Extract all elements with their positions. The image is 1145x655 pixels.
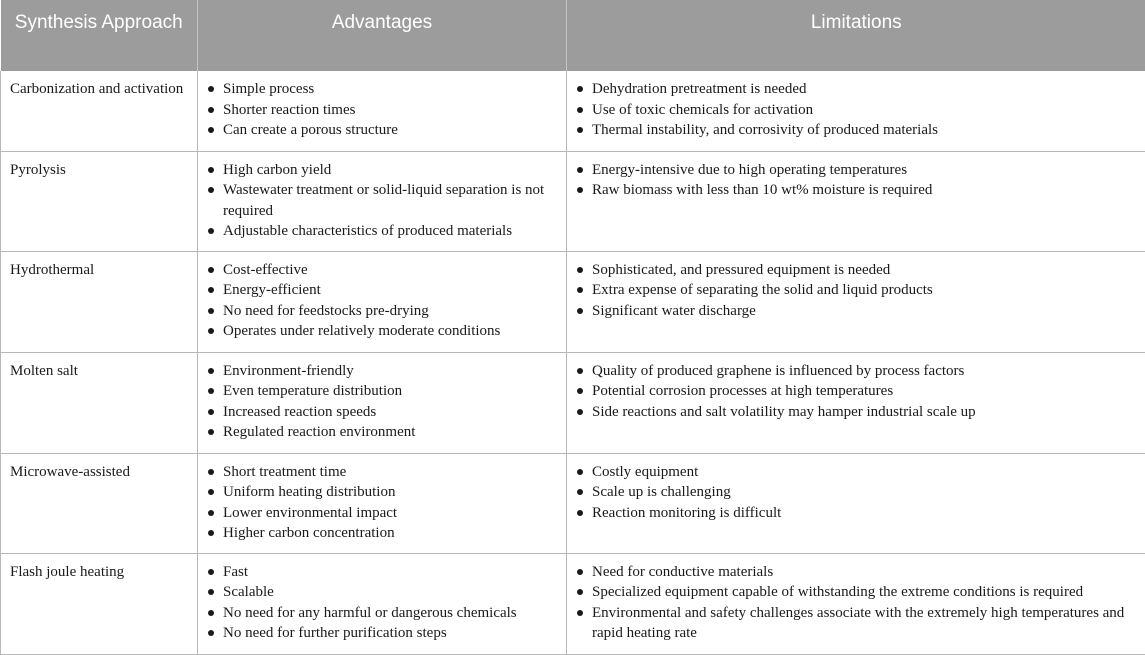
limitation-item: Potential corrosion processes at high temperatures — [576, 381, 1138, 402]
limitations-list — [576, 160, 1138, 201]
limitation-item: Scale up is challenging — [576, 482, 1138, 503]
advantages-list — [207, 160, 558, 242]
advantage-item: Short treatment time — [207, 462, 558, 483]
advantages-list — [207, 361, 558, 443]
limitation-item: Costly equipment — [576, 462, 1138, 483]
limitation-item: Quality of produced graphene is influenced by process factors — [576, 361, 1138, 382]
table-row — [1, 352, 1145, 453]
advantage-item: Can create a porous structure — [207, 120, 558, 141]
advantages-cell — [198, 71, 567, 151]
advantages-list — [207, 260, 558, 342]
table-row — [1, 553, 1145, 654]
limitation-item: Side reactions and salt volatility may hamper industrial scale up — [576, 402, 1138, 423]
limitations-list — [576, 79, 1138, 141]
advantage-item: Regulated reaction environment — [207, 422, 558, 443]
advantage-item: No need for any harmful or dangerous chemicals — [207, 603, 558, 624]
synthesis-approach-cell: Carbonization and activation — [1, 71, 198, 151]
advantage-item: Lower environmental impact — [207, 503, 558, 524]
advantage-item: Cost-effective — [207, 260, 558, 281]
synthesis-approach-cell: Molten salt — [1, 352, 198, 453]
limitations-cell — [567, 453, 1145, 553]
limitation-item: Use of toxic chemicals for activation — [576, 100, 1138, 121]
limitations-cell — [567, 71, 1145, 151]
table-row — [1, 251, 1145, 352]
limitation-item: Dehydration pretreatment is needed — [576, 79, 1138, 100]
limitations-list — [576, 562, 1138, 644]
limitations-cell — [567, 553, 1145, 654]
limitation-item: Thermal instability, and corrosivity of produced materials — [576, 120, 1138, 141]
advantage-item: Wastewater treatment or solid-liquid separation is not required — [207, 180, 558, 221]
advantages-cell — [198, 453, 567, 553]
advantages-list — [207, 79, 558, 141]
limitation-item: Environmental and safety challenges associate with the extremely high temperatures and rapid heating rate — [576, 603, 1138, 644]
advantage-item: No need for feedstocks pre-drying — [207, 301, 558, 322]
synthesis-approach-cell: Microwave-assisted — [1, 453, 198, 553]
header-synthesis-approach: Synthesis Approach — [1, 0, 198, 71]
limitations-list — [576, 462, 1138, 524]
limitation-item: Energy-intensive due to high operating temperatures — [576, 160, 1138, 181]
table-row — [1, 151, 1145, 251]
advantage-item: Even temperature distribution — [207, 381, 558, 402]
table-row — [1, 453, 1145, 553]
advantage-item: No need for further purification steps — [207, 623, 558, 644]
advantage-item: Shorter reaction times — [207, 100, 558, 121]
limitations-cell — [567, 251, 1145, 352]
advantage-item: Fast — [207, 562, 558, 583]
synthesis-approach-cell: Hydrothermal — [1, 251, 198, 352]
limitations-list — [576, 260, 1138, 322]
advantages-list — [207, 562, 558, 644]
limitation-item: Specialized equipment capable of withstanding the extreme conditions is required — [576, 582, 1138, 603]
synthesis-approach-cell: Flash joule heating — [1, 553, 198, 654]
header-row — [1, 0, 1145, 71]
advantage-item: Uniform heating distribution — [207, 482, 558, 503]
advantages-cell — [198, 553, 567, 654]
advantages-cell — [198, 151, 567, 251]
advantage-item: Adjustable characteristics of produced materials — [207, 221, 558, 242]
advantage-item: Environment-friendly — [207, 361, 558, 382]
limitation-item: Need for conductive materials — [576, 562, 1138, 583]
advantage-item: Operates under relatively moderate conditions — [207, 321, 558, 342]
limitations-cell — [567, 151, 1145, 251]
advantages-cell — [198, 251, 567, 352]
advantages-list — [207, 462, 558, 544]
advantage-item: Scalable — [207, 582, 558, 603]
advantage-item: Simple process — [207, 79, 558, 100]
advantages-cell — [198, 352, 567, 453]
table-row — [1, 71, 1145, 151]
advantage-item: Energy-efficient — [207, 280, 558, 301]
limitations-cell — [567, 352, 1145, 453]
advantage-item: Higher carbon concentration — [207, 523, 558, 544]
limitation-item: Reaction monitoring is difficult — [576, 503, 1138, 524]
limitation-item: Significant water discharge — [576, 301, 1138, 322]
header-limitations: Limitations — [567, 0, 1145, 71]
synthesis-approach-cell: Pyrolysis — [1, 151, 198, 251]
limitation-item: Raw biomass with less than 10 wt% moisture is required — [576, 180, 1138, 201]
limitation-item: Sophisticated, and pressured equipment is needed — [576, 260, 1138, 281]
limitations-list — [576, 361, 1138, 423]
header-advantages: Advantages — [198, 0, 567, 71]
advantage-item: High carbon yield — [207, 160, 558, 181]
limitation-item: Extra expense of separating the solid and liquid products — [576, 280, 1138, 301]
advantage-item: Increased reaction speeds — [207, 402, 558, 423]
